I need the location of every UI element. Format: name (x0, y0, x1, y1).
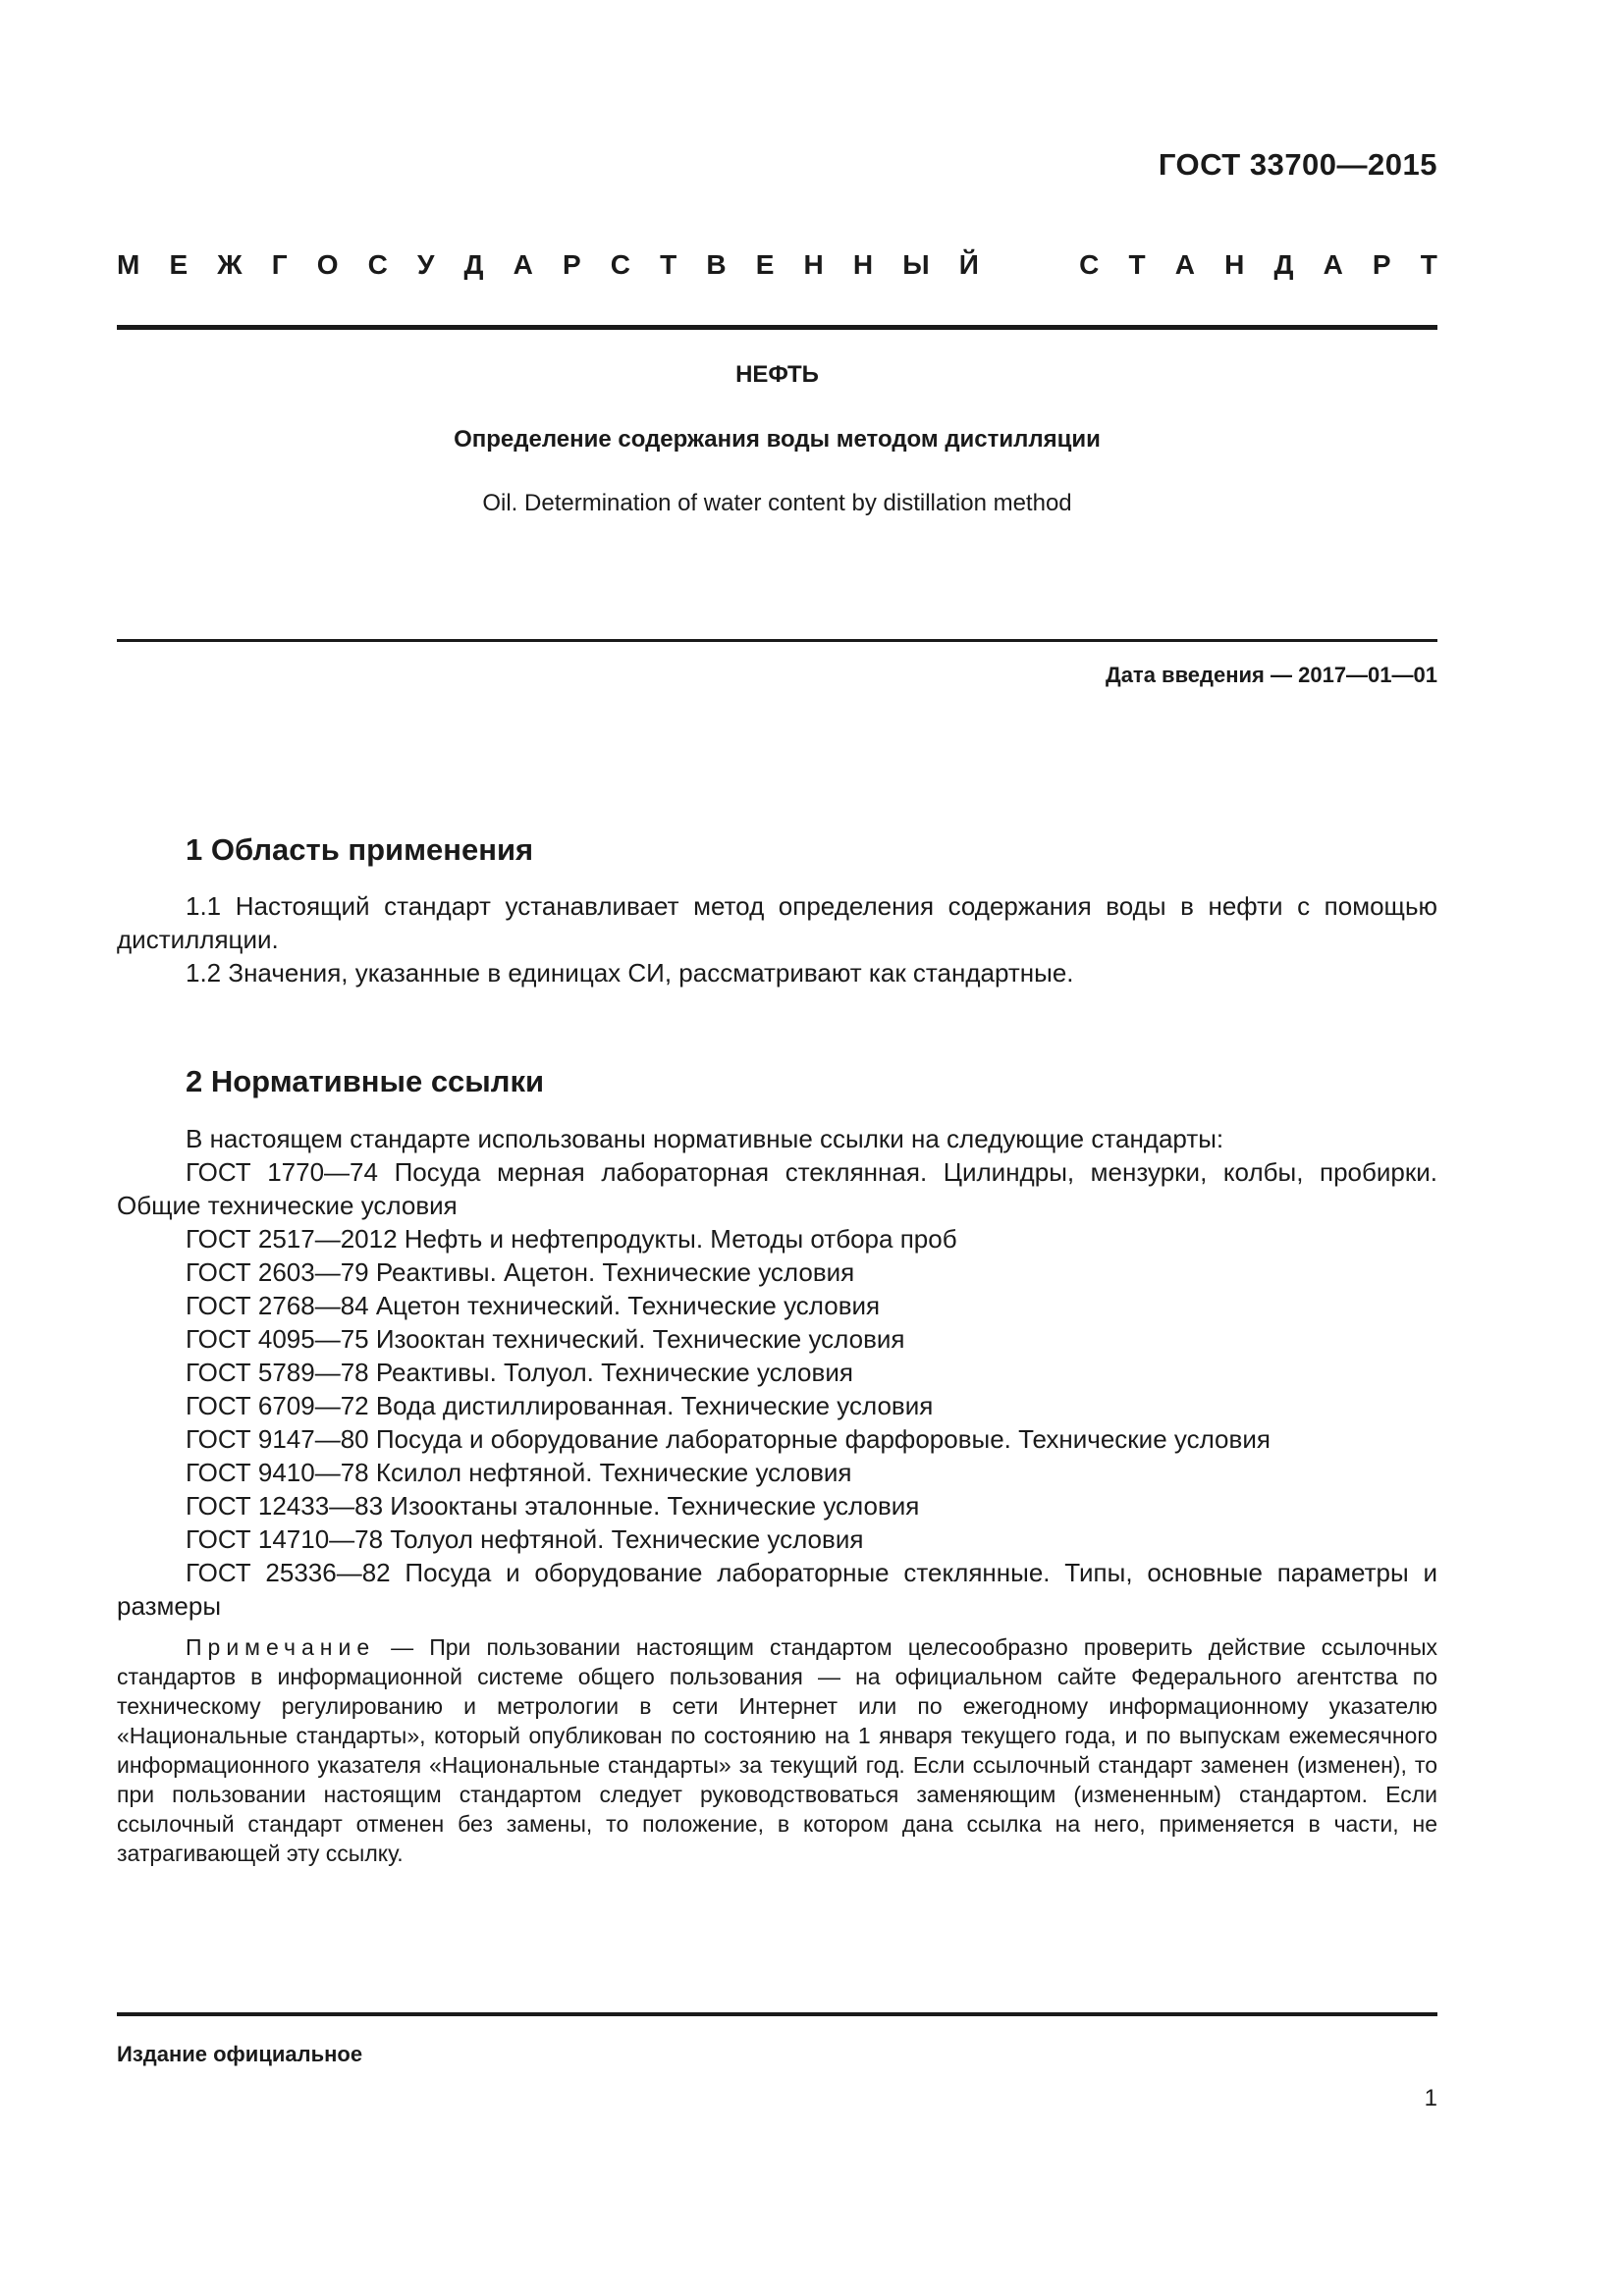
header-rule (117, 325, 1437, 330)
heading-letter: О (316, 249, 339, 280)
paragraph: 1.2 Значения, указанные в единицах СИ, рассматривают как стандартные. (186, 958, 1074, 988)
heading-letter: Е (169, 249, 189, 280)
reference-item: ГОСТ 14710—78 Толуол нефтяной. Технические условия (186, 1524, 864, 1554)
footer-rule (117, 2012, 1437, 2016)
heading-letter: Д (463, 249, 484, 280)
heading-letter: Т (1420, 249, 1437, 280)
reference-item: ГОСТ 9410—78 Ксилол нефтяной. Технические условия (186, 1458, 852, 1487)
heading-letter: У (416, 249, 435, 280)
references-intro: В настоящем стандарте использованы нормативные ссылки на следующие стандарты: (186, 1124, 1224, 1153)
reference-item: ГОСТ 12433—83 Изооктаны эталонные. Технические условия (186, 1491, 920, 1521)
title-rule (117, 639, 1437, 642)
section-1-body (117, 889, 1437, 989)
edition-label: Издание официальное (117, 2042, 363, 2066)
document-title-english: Oil. Determination of water content by distillation method (482, 490, 1072, 516)
reference-item: ГОСТ 1770—74 Посуда мерная лабораторная стеклянная. Цилиндры, мензурки, колбы, пробирки. Общие технические условия (117, 1157, 1437, 1220)
heading-letter: Р (1372, 249, 1391, 280)
heading-letter: Д (1273, 249, 1294, 280)
word-gap (1008, 249, 1050, 281)
heading-letter: А (1323, 249, 1343, 280)
introduction-date: Дата введения — 2017—01—01 (1106, 663, 1437, 687)
heading-letter: А (513, 249, 533, 280)
standard-type-heading (117, 249, 1437, 281)
note (117, 1632, 1437, 1868)
heading-letter: Н (852, 249, 874, 280)
heading-letter: Т (660, 249, 677, 280)
heading-letter: Н (1224, 249, 1245, 280)
heading-letter: С (367, 249, 388, 280)
reference-item: ГОСТ 5789—78 Реактивы. Толуол. Технические условия (186, 1358, 853, 1387)
note-text: — При пользовании настоящим стандартом целесообразно проверить действие ссылочных стандартов в информационной системе общего пользования — на официальном сайте Федерального агентства по техническому регулированию и метрологии в сети Интернет или по ежегодному информационному указателю «Национальные стандарты», который опубликован по состоянию на 1 января текущего года, и по выпускам ежемесячного информационного указателя «Национальные стандарты» за текущий год. Если ссылочный стандарт заменен (изменен), то при пользовании настоящим стандартом следует руководствоваться заменяющим (измененным) стандартом. Если ссылочный стандарт отменен без замены, то положение, в котором дана ссылка на него, применяется в части, не затрагивающей эту ссылку. (117, 1634, 1437, 1866)
section-1-heading: 1 Область применения (186, 832, 534, 867)
document-title: НЕФТЬ (735, 361, 819, 388)
reference-item: ГОСТ 2768—84 Ацетон технический. Технические условия (186, 1291, 881, 1320)
page-number: 1 (1424, 2085, 1437, 2111)
references-list (117, 1122, 1437, 1623)
reference-item: ГОСТ 6709—72 Вода дистиллированная. Технические условия (186, 1391, 934, 1420)
paragraph: 1.1 Настоящий стандарт устанавливает метод определения содержания воды в нефти с помощью дистилляции. (117, 891, 1437, 954)
heading-letter: Е (755, 249, 775, 280)
heading-letter: Ы (902, 249, 930, 280)
heading-letter: С (1079, 249, 1100, 280)
document-number: ГОСТ 33700—2015 (1158, 147, 1437, 182)
heading-letter: Г (271, 249, 288, 280)
reference-item: ГОСТ 25336—82 Посуда и оборудование лабораторные стеклянные. Типы, основные параметры и размеры (117, 1558, 1437, 1621)
heading-letter: Ж (217, 249, 243, 280)
heading-letter: Р (562, 249, 581, 280)
heading-letter: С (610, 249, 630, 280)
document-subtitle: Определение содержания воды методом дистилляции (454, 426, 1101, 453)
heading-letter: А (1174, 249, 1195, 280)
note-paragraph (117, 1632, 1437, 1868)
heading-letter: М (117, 249, 140, 280)
reference-item: ГОСТ 2517—2012 Нефть и нефтепродукты. Методы отбора проб (186, 1224, 957, 1254)
note-label: Примечание (186, 1634, 376, 1660)
reference-item: ГОСТ 2603—79 Реактивы. Ацетон. Технические условия (186, 1257, 855, 1287)
heading-letter: Н (803, 249, 824, 280)
heading-letter: В (706, 249, 727, 280)
reference-item: ГОСТ 9147—80 Посуда и оборудование лабораторные фарфоровые. Технические условия (186, 1424, 1271, 1454)
heading-letter: Т (1128, 249, 1146, 280)
section-2-heading: 2 Нормативные ссылки (186, 1064, 545, 1098)
heading-letter: Й (958, 249, 979, 280)
reference-item: ГОСТ 4095—75 Изооктан технический. Технические условия (186, 1324, 905, 1354)
